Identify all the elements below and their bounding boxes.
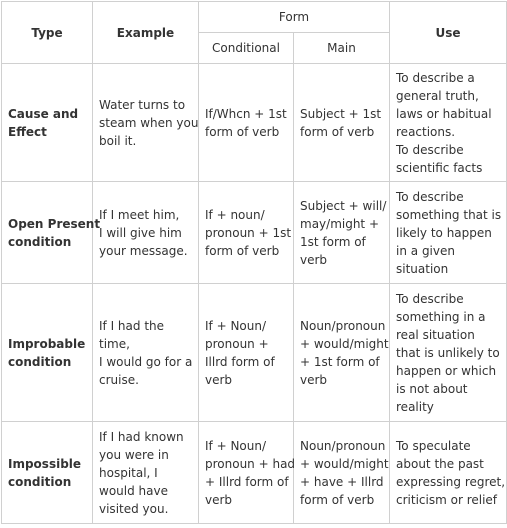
example-cell: If I had the time, I would go for a cruise. [93, 284, 199, 422]
conditional-cell: If + Noun/ pronoun + Illrd form of verb [199, 284, 294, 422]
main-cell: Noun/pronoun + would/might + 1st form of verb [294, 284, 390, 422]
use-cell: To speculate about the past expressing regret, criticism or relief [390, 422, 507, 524]
header-example: Example [93, 2, 199, 64]
header-use: Use [390, 2, 507, 64]
example-cell: If I had known you were in hospital, I would have visited you. [93, 422, 199, 524]
header-conditional: Conditional [199, 33, 294, 64]
main-cell: Subject + will/ may/might + 1st form of verb [294, 182, 390, 284]
example-cell: If I meet him, I will give him your message. [93, 182, 199, 284]
main-cell: Subject + 1st form of verb [294, 64, 390, 182]
use-cell: To describe something in a real situation that is unlikely to happen or which is not about reality [390, 284, 507, 422]
conditional-cell: If + noun/ pronoun + 1st form of verb [199, 182, 294, 284]
type-cell: Improbable condition [2, 284, 93, 422]
type-cell: Cause and Effect [2, 64, 93, 182]
header-form: Form [199, 2, 390, 33]
conditional-cell: If + Noun/ pronoun + had + Illrd form of verb [199, 422, 294, 524]
main-cell: Noun/pronoun + would/might + have + Illrd form of verb [294, 422, 390, 524]
example-cell: Water turns to steam when you boil it. [93, 64, 199, 182]
table-row [2, 64, 507, 182]
type-cell: Open Present condition [2, 182, 93, 284]
use-cell: To describe a general truth, laws or habitual reactions. To describe scientific facts [390, 64, 507, 182]
table-row [2, 422, 507, 524]
type-cell: Impossible condition [2, 422, 93, 524]
header-type: Type [2, 2, 93, 64]
conditionals-table [1, 1, 507, 524]
conditional-cell: If/Whcn + 1st form of verb [199, 64, 294, 182]
header-main: Main [294, 33, 390, 64]
use-cell: To describe something that is likely to happen in a given situation [390, 182, 507, 284]
table-row [2, 284, 507, 422]
table-row [2, 182, 507, 284]
